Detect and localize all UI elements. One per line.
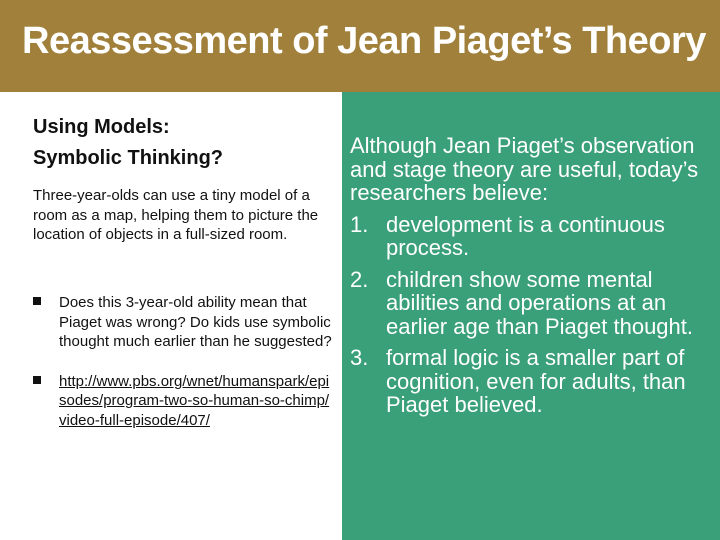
left-intro-text: Three-year-olds can use a tiny model of a room as a map, helping them to picture the location of objects in a full-sized room.	[33, 187, 319, 243]
right-content	[350, 134, 714, 425]
bullet-text: Does this 3-year-old ability mean that Piaget was wrong? Do kids use symbolic thought much earlier than he suggested?	[59, 294, 332, 350]
heading-line-2: Symbolic Thinking?	[33, 147, 224, 169]
left-heading	[33, 112, 333, 174]
bullet-item	[33, 293, 333, 352]
square-bullet-icon	[33, 297, 41, 305]
pbs-video-link[interactable]: http://www.pbs.org/wnet/humanspark/episodes/program-two-so-human-so-chimp/video-full-episode/407/	[59, 372, 330, 429]
square-bullet-icon	[33, 376, 41, 384]
left-bullet-list	[33, 293, 333, 450]
slide-title: Reassessment of Jean Piaget’s Theory	[22, 20, 706, 62]
item-text: development is a continuous process.	[386, 211, 665, 260]
item-number: 3.	[350, 345, 369, 370]
right-intro-text: Although Jean Piaget’s observation and stage theory are useful, today’s researchers believe:	[350, 133, 699, 205]
heading-line-1: Using Models:	[33, 116, 170, 138]
bullet-item	[33, 372, 333, 431]
item-number: 1.	[350, 211, 369, 237]
item-number: 2.	[350, 266, 369, 292]
numbered-item	[350, 346, 714, 417]
item-text: children show some mental abilities and operations at an earlier age than Piaget thought.	[386, 266, 694, 339]
item-text: formal logic is a smaller part of cognition, even for adults, than Piaget believed.	[386, 345, 686, 417]
numbered-list	[350, 213, 714, 417]
numbered-item	[350, 213, 714, 260]
numbered-item	[350, 268, 714, 339]
